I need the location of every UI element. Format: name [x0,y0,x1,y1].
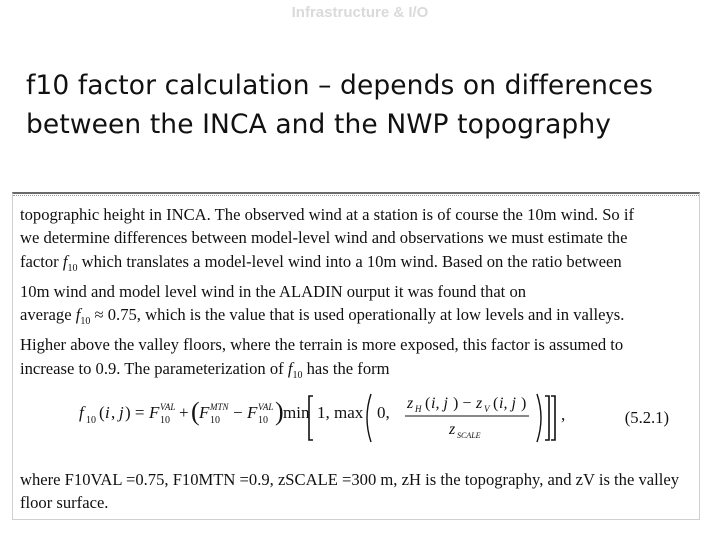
document-excerpt [12,192,700,520]
svg-text:F: F [149,403,160,422]
line-text: has the form [302,358,390,378]
svg-text:i: i [105,403,110,422]
svg-text:f: f [79,403,84,422]
svg-text:) −: ) − [453,395,472,412]
f10-symbol: f [62,251,68,271]
line-text: increase to 0.9. The parameterization of [20,358,288,378]
slide-title: f10 factor calculation – depends on differences between the INCA and the NWP topography [26,70,653,140]
paragraph-line: 10m wind and model level wind in the ALADIN ourput it was found that on [20,281,527,301]
paragraph-line: topographic height in INCA. The observed wind at a station is of course the 10m wind. So if [20,205,635,224]
line-text: factor [20,251,63,271]
paragraph-line: Higher above the valley floors, where the terrain is more exposed, this factor is assumed to [20,335,624,355]
svg-text:SCALE: SCALE [457,431,481,440]
svg-text:i, j: i, j [499,395,516,412]
svg-text:(: ( [99,403,105,422]
svg-text:min: min [283,403,310,422]
parameterization-formula [79,388,689,446]
svg-text:10: 10 [210,415,220,426]
svg-text:(: ( [191,397,200,426]
svg-text:V: V [484,404,490,414]
svg-text:z: z [407,395,414,412]
equation-number: (5.2.1) [624,408,669,427]
svg-text:0,: 0, [377,403,390,422]
svg-text:z: z [449,421,456,438]
cropped-line-divider [13,192,699,196]
svg-text:z: z [476,395,483,412]
svg-text:H: H [415,404,422,414]
svg-text:,: , [561,405,566,424]
line-text: ≈ 0.75, which is the value that is used operationally at low levels and in valleys. [90,305,625,325]
paragraph-line [20,303,690,333]
svg-text:VAL: VAL [258,402,274,412]
line-text: which translates a model-level wind into a 10m wind. Based on the ratio between [77,251,622,271]
svg-text:(: ( [425,395,431,412]
paragraph-line [20,357,690,387]
excerpt-paragraph [20,203,690,387]
f10-subscript: 10 [292,369,303,381]
svg-text:i, j: i, j [431,395,448,412]
section-header-tag: Infrastructure & I/O [291,4,429,21]
f10-subscript: 10 [80,316,91,328]
svg-text:10: 10 [258,415,268,426]
paragraph-line: floor surface. [20,493,109,512]
svg-text:F: F [247,403,258,422]
svg-text:,: , [111,403,116,422]
svg-text:): ) [275,397,284,426]
f10-symbol: f [75,305,81,325]
svg-text:VAL: VAL [160,402,176,412]
svg-text:MTN: MTN [210,402,229,412]
svg-text:1, max: 1, max [317,403,364,422]
svg-text:−: − [233,403,243,422]
f10-symbol: f [287,358,293,378]
line-text: average [20,305,76,325]
paragraph-line: where F10VAL =0.75, F10MTN =0.9, zSCALE =300 m, zH is the topography, and zV is the valley [20,470,680,489]
svg-text:F: F [199,403,210,422]
svg-text:j: j [119,403,124,422]
svg-text:10: 10 [86,415,96,426]
svg-text:): ) [521,395,527,412]
paragraph-line: we determine differences between model-level wind and observations we must estimate the [20,228,628,248]
svg-text:10: 10 [160,415,170,426]
f10-subscript: 10 [67,262,78,274]
paragraph-line [20,250,690,280]
svg-text:+: + [179,403,189,422]
formula-graphic [79,388,689,446]
svg-text:(: ( [493,395,499,412]
svg-text:) =: ) = [125,403,145,422]
definitions-paragraph [20,468,690,514]
